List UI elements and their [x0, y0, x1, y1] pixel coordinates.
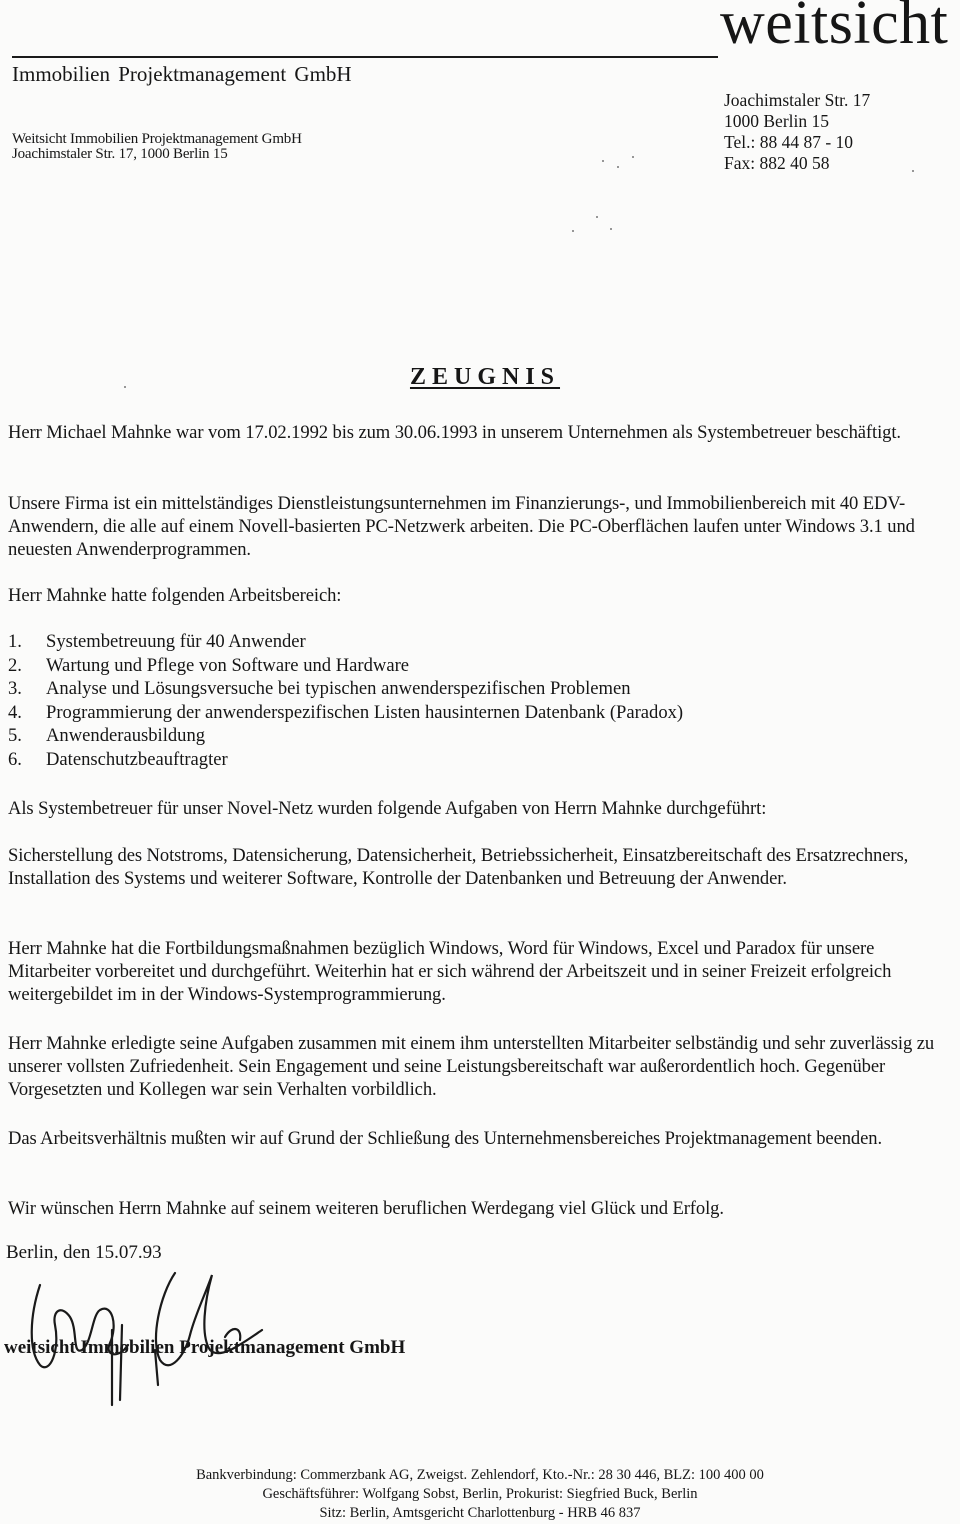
- document-title: ZEUGNIS: [409, 364, 561, 390]
- signature-image: [0, 1255, 300, 1415]
- place-date: Berlin, den 15.07.93: [6, 1242, 162, 1263]
- footer-bank: Bankverbindung: Commerzbank AG, Zweigst. Zehlendorf, Kto.-Nr.: 28 30 446, BLZ: 100 400 00: [196, 1467, 764, 1483]
- list-item: 5. Anwenderausbildung: [8, 725, 206, 746]
- scan-speck: [572, 230, 574, 232]
- paragraph-wishes: Wir wünschen Herrn Mahnke auf seinem weiteren beruflichen Werdegang viel Glück und Erfolg.: [8, 1198, 724, 1219]
- scan-speck: [632, 156, 634, 158]
- address-city: 1000 Berlin 15: [724, 111, 829, 131]
- scan-speck: [617, 166, 619, 168]
- company-address-block: [724, 90, 870, 174]
- address-tel: Tel.: 88 44 87 - 10: [724, 132, 854, 152]
- signature-company: weitsicht Immobilien Projektmanagement GmbH: [4, 1337, 406, 1358]
- footer-registry: Sitz: Berlin, Amtsgericht Charlottenburg - HRB 46 837: [319, 1505, 641, 1521]
- scan-speck: [912, 170, 914, 172]
- sender-line-2: Joachimstaler Str. 17, 1000 Berlin 15: [12, 146, 228, 162]
- list-item: 2. Wartung und Pflege von Software und Hardware: [8, 654, 410, 676]
- scan-speck: [596, 216, 598, 218]
- scan-speck: [610, 228, 612, 230]
- sender-line-1: Weitsicht Immobilien Projektmanagement GmbH: [12, 131, 302, 147]
- footer-management: Geschäftsführer: Wolfgang Sobst, Berlin, Prokurist: Siegfried Buck, Berlin: [262, 1486, 698, 1502]
- list-item: 6. Datenschutzbeauftragter: [8, 748, 228, 770]
- address-street: Joachimstaler Str. 17: [724, 90, 871, 110]
- paragraph-work-area: Herr Mahnke hatte folgenden Arbeitsbereich:: [8, 585, 342, 606]
- task-list: [8, 630, 908, 771]
- paragraph-tasks-intro: Als Systembetreuer für unser Novel-Netz wurden folgende Aufgaben von Herrn Mahnke durchgeführt:: [8, 798, 767, 819]
- paragraph-employment: Herr Michael Mahnke war vom 17.02.1992 bis zum 30.06.1993 in unserem Unternehmen als Systembetreuer beschäftigt.: [8, 422, 901, 443]
- paragraph-termination: Das Arbeitsverhältnis mußten wir auf Grund der Schließung des Unternehmensbereiches Projektmanagement beenden.: [8, 1128, 883, 1149]
- scan-speck: [602, 160, 604, 162]
- list-item: 3. Analyse und Lösungsversuche bei typischen anwenderspezifischen Problemen: [8, 678, 631, 699]
- list-item: 1. Systembetreuung für 40 Anwender: [8, 631, 306, 652]
- sender-address: [12, 132, 302, 162]
- paragraph-training: Herr Mahnke hat die Fortbildungsmaßnahmen bezüglich Windows, Word für Windows, Excel und Paradox für unsere Mitarbeiter vorbereitet und durchgeführt. Weiterhin hat er sich während der Arbeitszeit und in seiner Freizeit erfolgreich weitergebildet im in der Windows-Systemprogrammierung.: [8, 938, 892, 1005]
- list-item: 4. Programmierung der anwenderspezifischen Listen hausinternen Datenbank (Paradox): [8, 701, 684, 723]
- company-name: Immobilien Projektmanagement GmbH: [12, 62, 352, 86]
- paragraph-duties: Sicherstellung des Notstroms, Datensicherung, Datensicherheit, Betriebssicherheit, Einsatzbereitschaft des Ersatzrechners, Installation des Systems und weiterer Software, Kontrolle der Datenbanken und Betreuung der Anwender.: [8, 845, 909, 889]
- address-fax: Fax: 882 40 58: [724, 153, 830, 173]
- brand-logo: weitsicht: [720, 0, 949, 57]
- footer: [0, 1466, 960, 1523]
- paragraph-assessment: Herr Mahnke erledigte seine Aufgaben zusammen mit einem ihm unterstellten Mitarbeiter selbständig und sehr zuverlässig zu unserer vollsten Zufriedenheit. Sein Engagement und seine Leistungsbereitschaft war außerordentlich hoch. Gegenüber Vorgesetzten und Kollegen war sein Verhalten vorbildlich.: [8, 1033, 935, 1100]
- paragraph-company: Unsere Firma ist ein mittelständiges Dienstleistungsunternehmen im Finanzierungs-, und Immobilienbereich mit 40 EDV-Anwendern, die alle auf einem Novell-basierten PC-Netzwerk arbeiten. Die PC-Oberflächen laufen unter Windows 3.1 und neuesten Anwenderprogrammen.: [8, 493, 915, 560]
- header-rule: [12, 56, 718, 58]
